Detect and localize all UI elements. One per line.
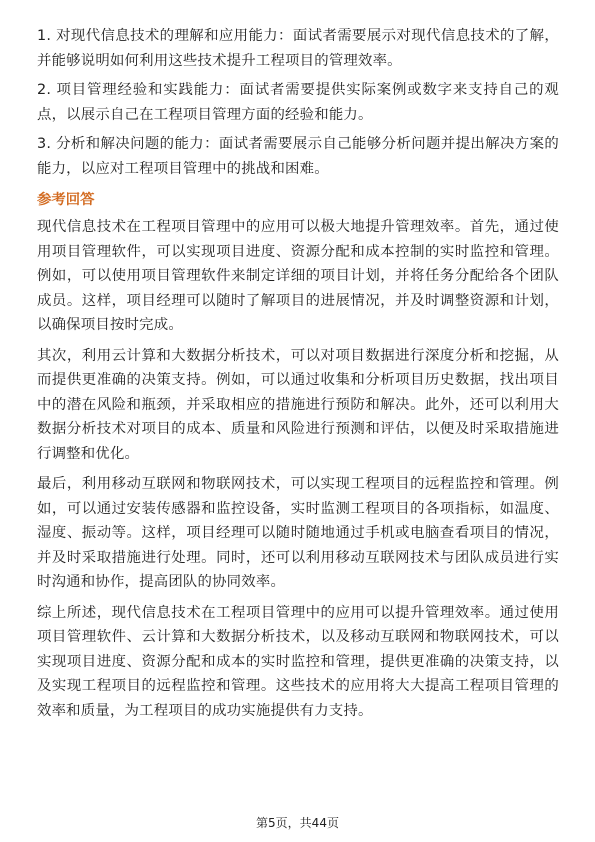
page-number-footer: 第5页，共44页	[256, 816, 339, 830]
answer-paragraph-1: 现代信息技术在工程项目管理中的应用可以极大地提升管理效率。首先，通过使用项目管理软件，可以实现项目进度、资源分配和成本控制的实时监控和管理。例如，可以使用项目管理软件来制定详细的项目计划，并将任务分配给各个团队成员。这样，项目经理可以随时了解项目的进展情况，并及时调整资源和计划，以确保项目按时完成。	[37, 219, 559, 333]
answer-paragraph-2: 其次，利用云计算和大数据分析技术，可以对项目数据进行深度分析和挖掘，从而提供更准确的决策支持。例如，可以通过收集和分析项目历史数据，找出项目中的潜在风险和瓶颈，并采取相应的措施进行预防和解决。此外，还可以利用大数据分析技术对项目的成本、质量和风险进行预测和评估，以便及时采取措施进行调整和优化。	[37, 347, 559, 462]
document-page	[37, 24, 559, 729]
reference-answer-heading: 参考回答	[37, 192, 95, 208]
criterion-item-1: 1. 对现代信息技术的理解和应用能力：面试者需要展示对现代信息技术的了解，并能够说明如何利用这些技术提升工程项目的管理效率。	[37, 28, 559, 69]
answer-paragraph-4: 综上所述，现代信息技术在工程项目管理中的应用可以提升管理效率。通过使用项目管理软件、云计算和大数据分析技术，以及移动互联网和物联网技术，可以实现项目进度、资源分配和成本的实时监控和管理，提供更准确的决策支持，以及实现工程项目的远程监控和管理。这些技术的应用将大大提高工程项目管理的效率和质量，为工程项目的成功实施提供有力支持。	[37, 604, 559, 719]
criterion-item-3: 3. 分析和解决问题的能力：面试者需要展示自己能够分析问题并提出解决方案的能力，以应对工程项目管理中的挑战和困难。	[37, 136, 559, 177]
answer-paragraph-3: 最后，利用移动互联网和物联网技术，可以实现工程项目的远程监控和管理。例如，可以通过安装传感器和监控设备，实时监测工程项目的各项指标，如温度、湿度、振动等。这样，项目经理可以随时随地通过手机或电脑查看项目的情况，并及时采取措施进行处理。同时，还可以利用移动互联网技术与团队成员进行实时沟通和协作，提高团队的协同效率。	[37, 476, 559, 590]
criterion-item-2: 2. 项目管理经验和实践能力：面试者需要提供实际案例或数字来支持自己的观点，以展示自己在工程项目管理方面的经验和能力。	[37, 82, 559, 123]
